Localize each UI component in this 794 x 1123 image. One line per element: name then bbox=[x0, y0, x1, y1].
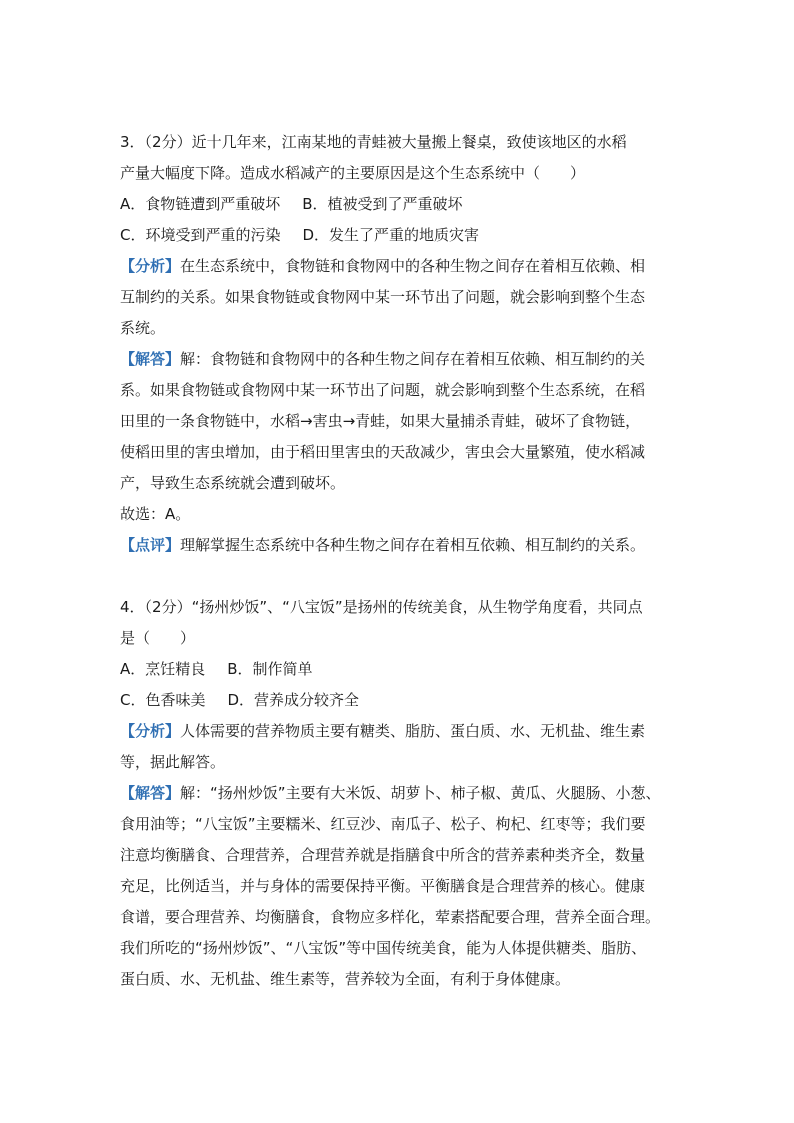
question-4 bbox=[120, 592, 680, 995]
q3-comment-line bbox=[120, 530, 680, 561]
q3-stem-line-2: 产量大幅度下降。造成水稻减产的主要原因是这个生态系统中（ ） bbox=[120, 164, 586, 182]
q3-options-cd bbox=[120, 220, 680, 251]
question-3 bbox=[120, 127, 680, 561]
q4-option-d[interactable]: D．营养成分较齐全 bbox=[227, 691, 360, 709]
q3-analysis-line-3: 系统。 bbox=[120, 319, 166, 337]
q4-answer-line-2: 食用油等；“八宝饭”主要糯米、红豆沙、南瓜子、松子、枸杞、红枣等；我们要 bbox=[120, 815, 646, 833]
q3-options-ab bbox=[120, 189, 680, 220]
q4-answer-line-1 bbox=[120, 778, 680, 809]
q4-answer-line-3: 注意均衡膳食、合理营养，合理营养就是指膳食中所含的营养素种类齐全，数量 bbox=[120, 846, 646, 864]
q3-answer-line-4: 使稻田里的害虫增加，由于稻田里害虫的天敌减少，害虫会大量繁殖，使水稻减 bbox=[120, 443, 646, 461]
q3-option-a[interactable]: A．食物链遭到严重破坏 bbox=[120, 195, 281, 213]
q4-option-b[interactable]: B．制作简单 bbox=[227, 660, 313, 678]
q4-option-a[interactable]: A．烹饪精良 bbox=[120, 660, 206, 678]
q3-analysis-tag: 【分析】 bbox=[120, 257, 181, 275]
q4-analysis-tag: 【分析】 bbox=[120, 722, 181, 740]
q4-analysis-text-1: 人体需要的营养物质主要有糖类、脂肪、蛋白质、水、无机盐、维生素 bbox=[180, 722, 646, 740]
document-page bbox=[120, 127, 680, 995]
q4-analysis-line-1 bbox=[120, 716, 680, 747]
q3-analysis-line-2: 互制约的关系。如果食物链或食物网中某一环节出了问题，就会影响到整个生态 bbox=[120, 288, 646, 306]
q4-options-ab bbox=[120, 654, 680, 685]
q4-answer-line-6: 我们所吃的“扬州炒饭”、“八宝饭”等中国传统美食，能为人体提供糖类、脂肪、 bbox=[120, 939, 647, 957]
q3-answer-line-2: 系。如果食物链或食物网中某一环节出了问题，就会影响到整个生态系统，在稻 bbox=[120, 381, 646, 399]
q4-answer-tag: 【解答】 bbox=[120, 784, 181, 802]
q3-option-d[interactable]: D．发生了严重的地质灾害 bbox=[302, 226, 480, 244]
q3-answer-line-1 bbox=[120, 344, 680, 375]
q4-answer-line-5: 食谱，要合理营养、均衡膳食，食物应多样化，荤素搭配要合理，营养全面合理。 bbox=[120, 908, 661, 926]
q3-answer-tag: 【解答】 bbox=[120, 350, 181, 368]
q3-stem-line-1: 3．（2分）近十几年来，江南某地的青蛙被大量搬上餐桌，致使该地区的水稻 bbox=[120, 133, 627, 151]
q4-option-c[interactable]: C．色香味美 bbox=[120, 691, 206, 709]
q3-comment-tag: 【点评】 bbox=[120, 536, 181, 554]
q3-answer-line-5: 产，导致生态系统就会遭到破坏。 bbox=[120, 474, 346, 492]
q3-analysis-line-1 bbox=[120, 251, 680, 282]
q3-option-c[interactable]: C．环境受到严重的污染 bbox=[120, 226, 281, 244]
q4-answer-line-7: 蛋白质、水、无机盐、维生素等，营养较为全面，有利于身体健康。 bbox=[120, 970, 571, 988]
q4-stem-line-2: 是（ ） bbox=[120, 629, 196, 647]
q4-answer-line-4: 充足，比例适当，并与身体的需要保持平衡。平衡膳食是合理营养的核心。健康 bbox=[120, 877, 646, 895]
q3-option-b[interactable]: B．植被受到了严重破坏 bbox=[302, 195, 463, 213]
q3-analysis-text-1: 在生态系统中，食物链和食物网中的各种生物之间存在着相互依赖、相 bbox=[180, 257, 646, 275]
q3-comment-text: 理解掌握生态系统中各种生物之间存在着相互依赖、相互制约的关系。 bbox=[180, 536, 646, 554]
q3-answer-choice: 故选：A。 bbox=[120, 505, 191, 523]
q4-answer-text-1: 解：“扬州炒饭”主要有大米饭、胡萝卜、柿子椒、黄瓜、火腿肠、小葱、 bbox=[180, 784, 661, 802]
q4-analysis-line-2: 等，据此解答。 bbox=[120, 753, 226, 771]
q3-answer-text-1: 解：食物链和食物网中的各种生物之间存在着相互依赖、相互制约的关 bbox=[180, 350, 646, 368]
q3-answer-line-3: 田里的一条食物链中，水稻→害虫→青蛙，如果大量捕杀青蛙，破坏了食物链， bbox=[120, 412, 641, 430]
q4-stem-line-1: 4．（2分）“扬州炒饭”、“八宝饭”是扬州的传统美食，从生物学角度看，共同点 bbox=[120, 598, 643, 616]
q4-options-cd bbox=[120, 685, 680, 716]
question-spacer bbox=[120, 561, 680, 592]
